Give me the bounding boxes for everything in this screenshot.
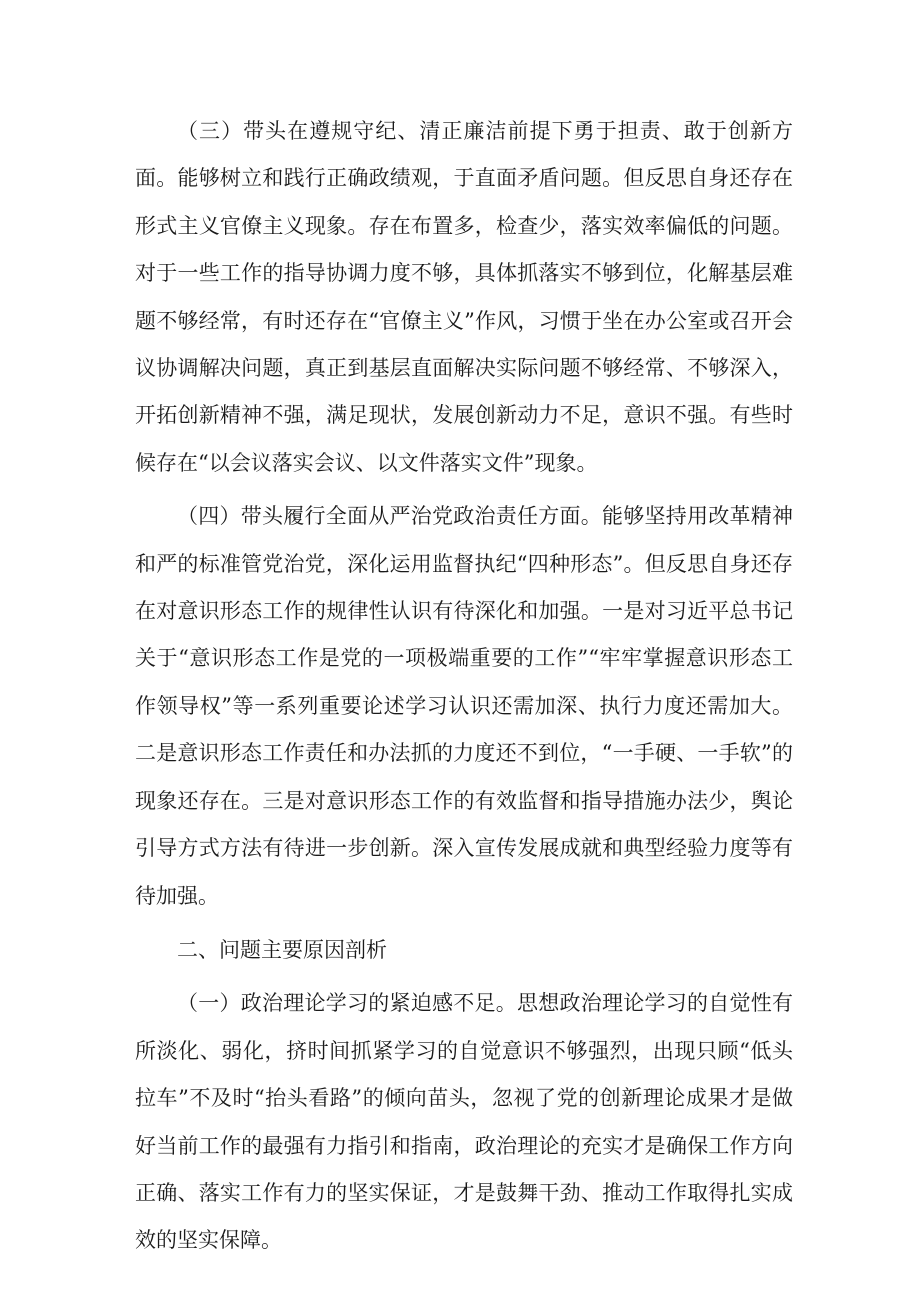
document-body [135, 108, 793, 1265]
paragraph-cause-1: （一）政治理论学习的紧迫感不足。思想政治理论学习的自觉性有所淡化、弱化，挤时间抓紧学习的自觉意识不够强烈，出现只顾“低头拉车”不及时“抬头看路”的倾向苗头，忽视了党的创新理论成果才是做好当前工作的最强有力指引和指南，政治理论的充实才是确保工作方向正确、落实工作有力的坚实保证，才是鼓舞干劲、推动工作取得扎实成效的坚实保障。 [135, 991, 793, 1253]
paragraph-section-4: （四）带头履行全面从严治党政治责任方面。能够坚持用改革精神和严的标准管党治党，深化运用监督执纪“四种形态”。但反思自身还存在对意识形态工作的规律性认识有待深化和加强。一是对习近平总书记关于“意识形态工作是党的一项极端重要的工作”“牢牢掌握意识形态工作领导权”等一系列重要论述学习认识还需加深、执行力度还需加大。二是意识形态工作责任和办法抓的力度还不到位，“一手硬、一手软”的现象还存在。三是对意识形态工作的有效监督和指导措施办法少，舆论引导方式方法有待进一步创新。深入宣传发展成就和典型经验力度等有待加强。 [135, 504, 793, 908]
paragraph-section-3: （三）带头在遵规守纪、清正廉洁前提下勇于担责、敢于创新方面。能够树立和践行正确政绩观，于直面矛盾问题。但反思自身还存在形式主义官僚主义现象。存在布置多，检查少，落实效率偏低的问题。对于一些工作的指导协调力度不够，具体抓落实不够到位，化解基层难题不够经常，有时还存在“官僚主义”作风，习惯于坐在办公室或召开会议协调解决问题，真正到基层直面解决实际问题不够经常、不够深入，开拓创新精神不强，满足现状，发展创新动力不足，意识不强。有些时候存在“以会议落实会议、以文件落实文件”现象。 [135, 119, 793, 475]
section-heading-cause-analysis: 二、问题主要原因剖析 [177, 937, 387, 962]
